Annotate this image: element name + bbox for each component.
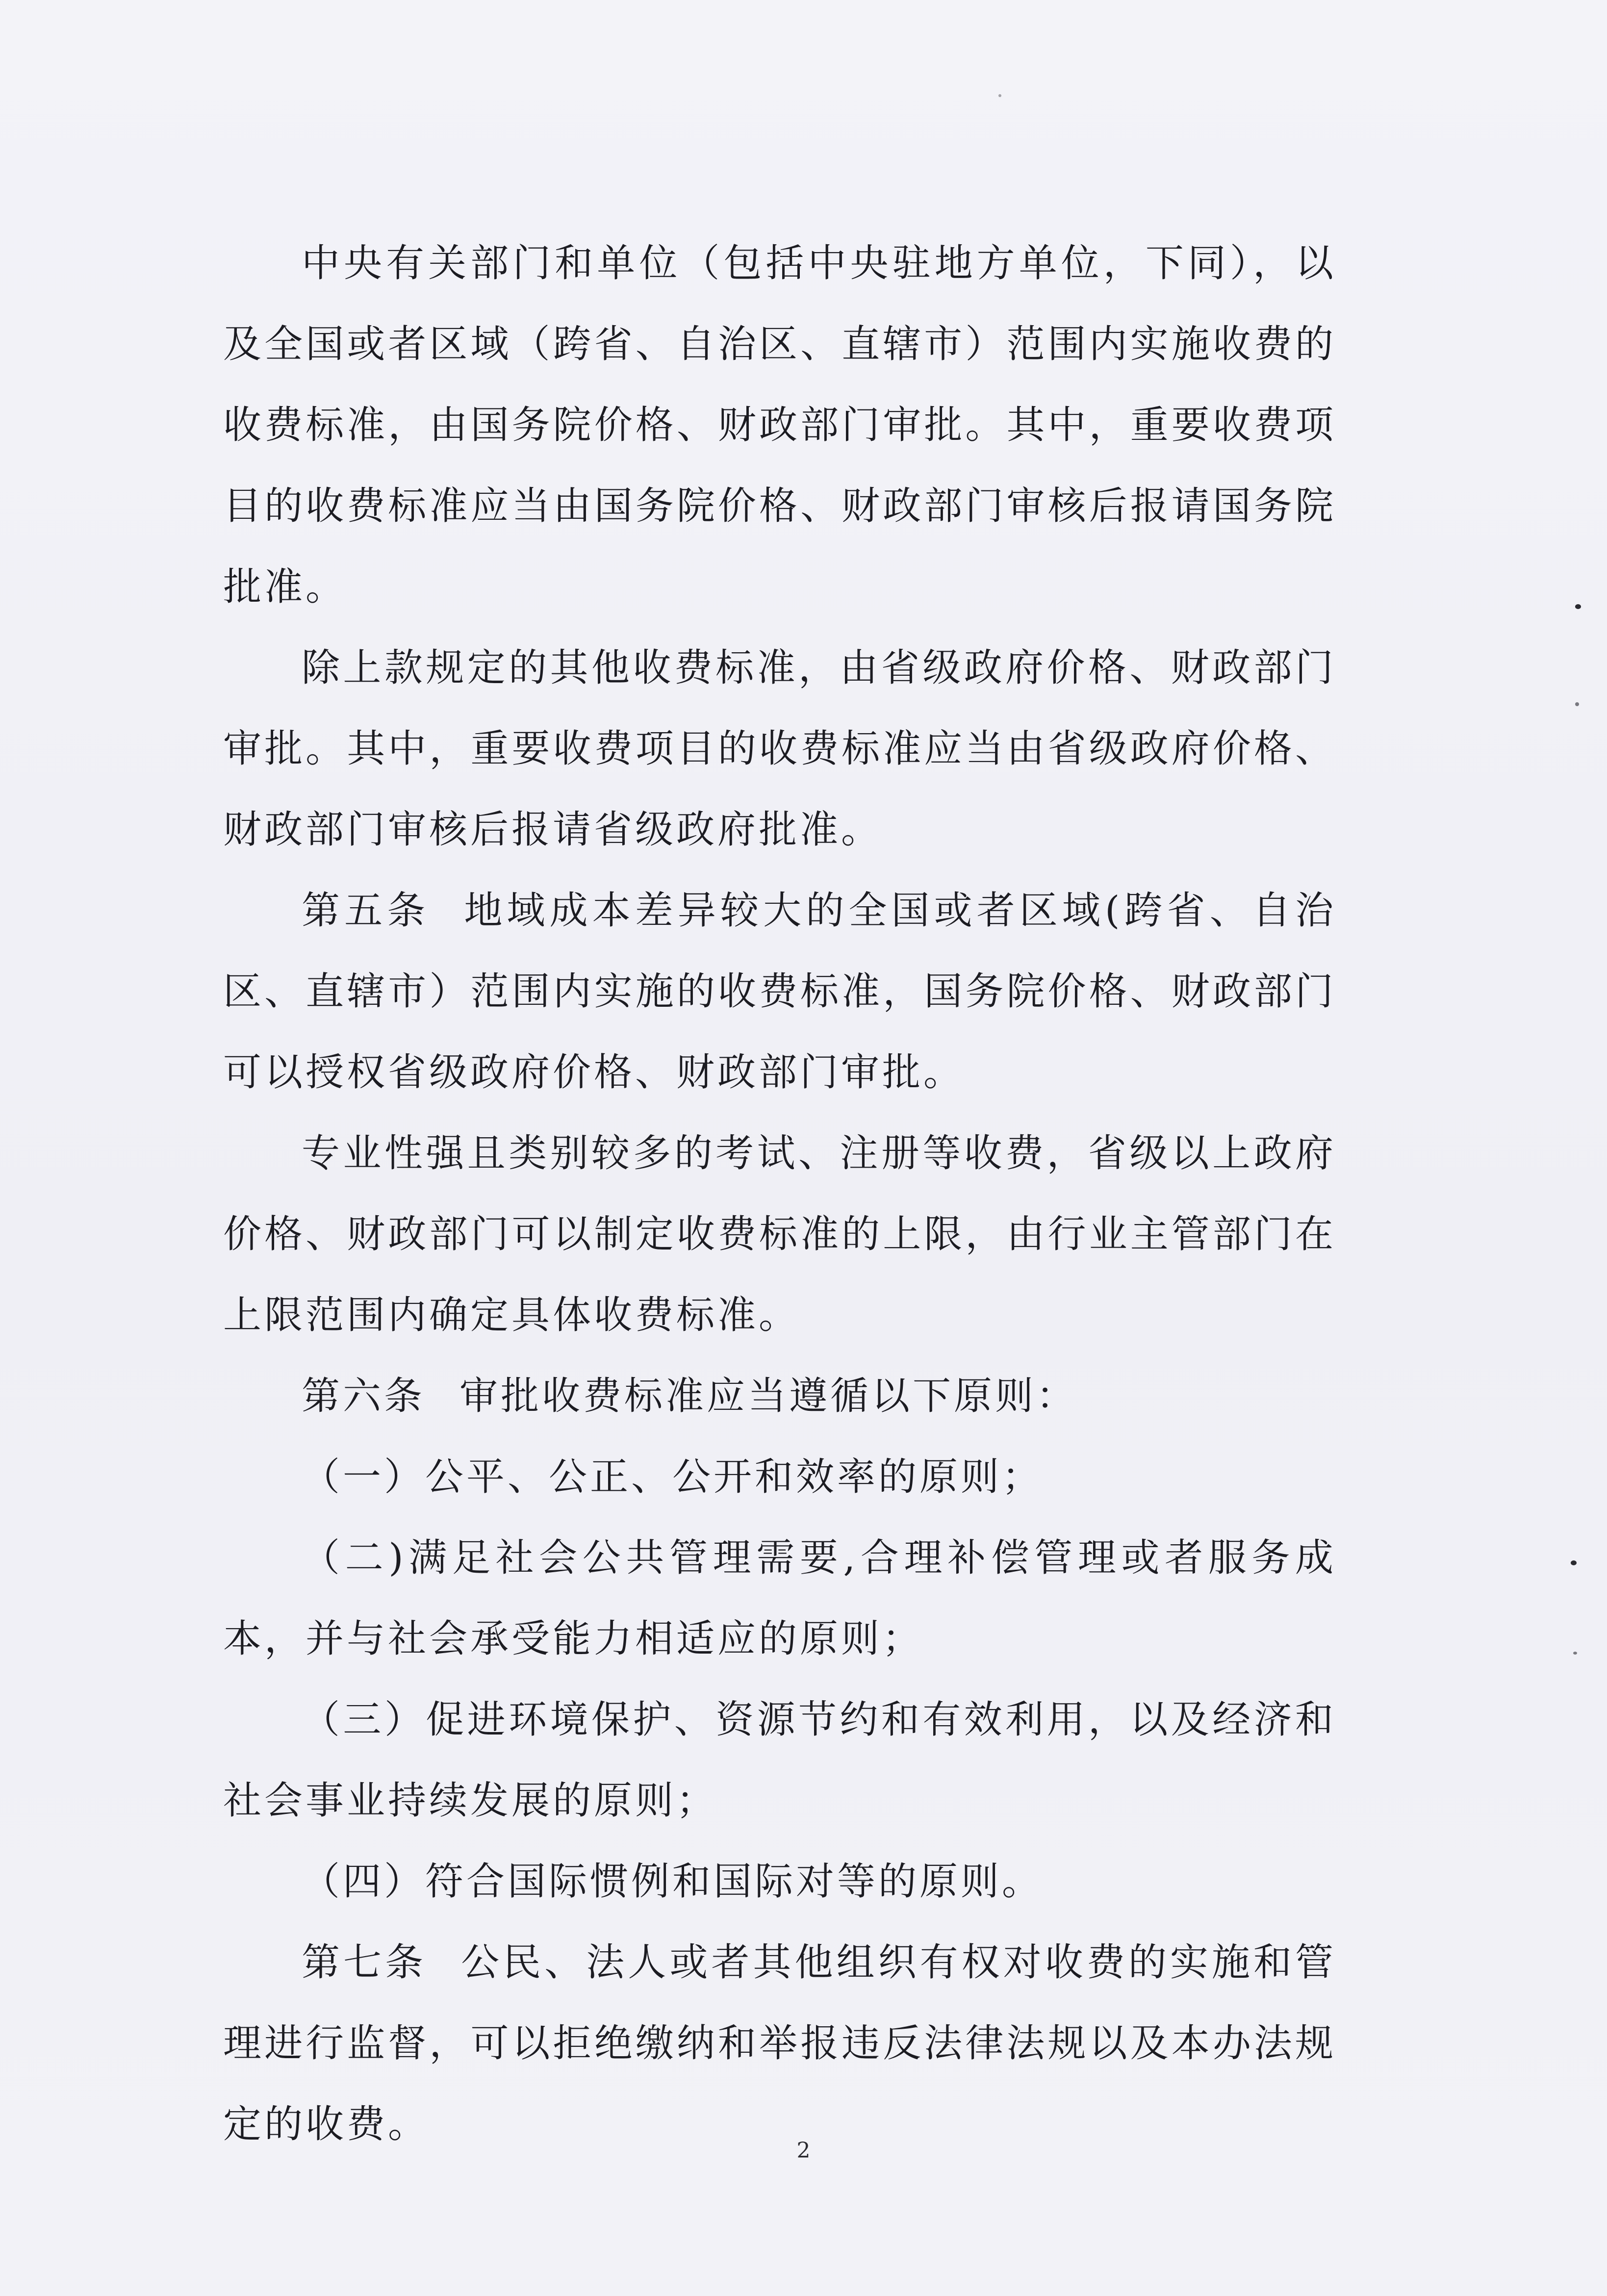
principle-3-text: （三）促进环境保护、资源节约和有效利用，以及经济和社会事业持续发展的原则； [223,1698,1336,1823]
article-7 [223,1922,1336,2165]
principle-4 [223,1841,1336,1922]
document-body [223,223,1336,2165]
principle-2 [223,1518,1336,1680]
scan-speck [1571,1560,1577,1565]
principle-2-text: （二)满足社会公共管理需要,合理补偿管理或者服务成本，并与社会承受能力相适应的原则； [223,1536,1336,1661]
scan-speck [1573,1652,1577,1655]
scan-speck [1575,702,1579,706]
article-6 [223,1356,1336,1437]
paragraph-4-text: 专业性强且类别较多的考试、注册等收费，省级以上政府价格、财政部门可以制定收费标准的上限，由行业主管部门在上限范围内确定具体收费标准。 [223,1131,1336,1337]
paragraph-2-text: 除上款规定的其他收费标准，由省级政府价格、财政部门审批。其中，重要收费项目的收费标准应当由省级政府价格、财政部门审核后报请省级政府批准。 [223,646,1336,852]
principle-4-text: （四）符合国际惯例和国际对等的原则。 [302,1860,1044,1904]
principle-1-text: （一）公平、公正、公开和效率的原则； [302,1455,1044,1499]
scan-speck [998,94,1001,97]
article-6-number: 第六条 [302,1374,426,1418]
paragraph-2 [223,628,1336,870]
article-7-number: 第七条 [302,1940,427,1985]
paragraph-1-text: 中央有关部门和单位（包括中央驻地方单位，下同），以及全国或者区域（跨省、自治区、直辖市）范围内实施收费的收费标准，由国务院价格、财政部门审批。其中，重要收费项目的收费标准应当由国务院价格、财政部门审核后报请国务院批准。 [223,241,1336,609]
scan-speck [1575,604,1581,609]
principle-3 [223,1680,1336,1841]
article-7-text: 公民、法人或者其他组织有权对收费的实施和管理进行监督，可以拒绝缴纳和举报违反法律法规以及本办法规定的收费。 [223,1940,1336,2146]
article-5-text: 地域成本差异较大的全国或者区域(跨省、自治区、直辖市）范围内实施的收费标准，国务院价格、财政部门可以授权省级政府价格、财政部门审批。 [223,889,1336,1095]
paragraph-1 [223,223,1336,628]
paragraph-4 [223,1113,1336,1356]
article-6-text: 审批收费标准应当遵循以下原则： [459,1374,1078,1418]
page-number: 2 [796,2138,811,2163]
article-5-number: 第五条 [302,889,430,933]
principle-1 [223,1437,1336,1518]
article-5 [223,870,1336,1113]
